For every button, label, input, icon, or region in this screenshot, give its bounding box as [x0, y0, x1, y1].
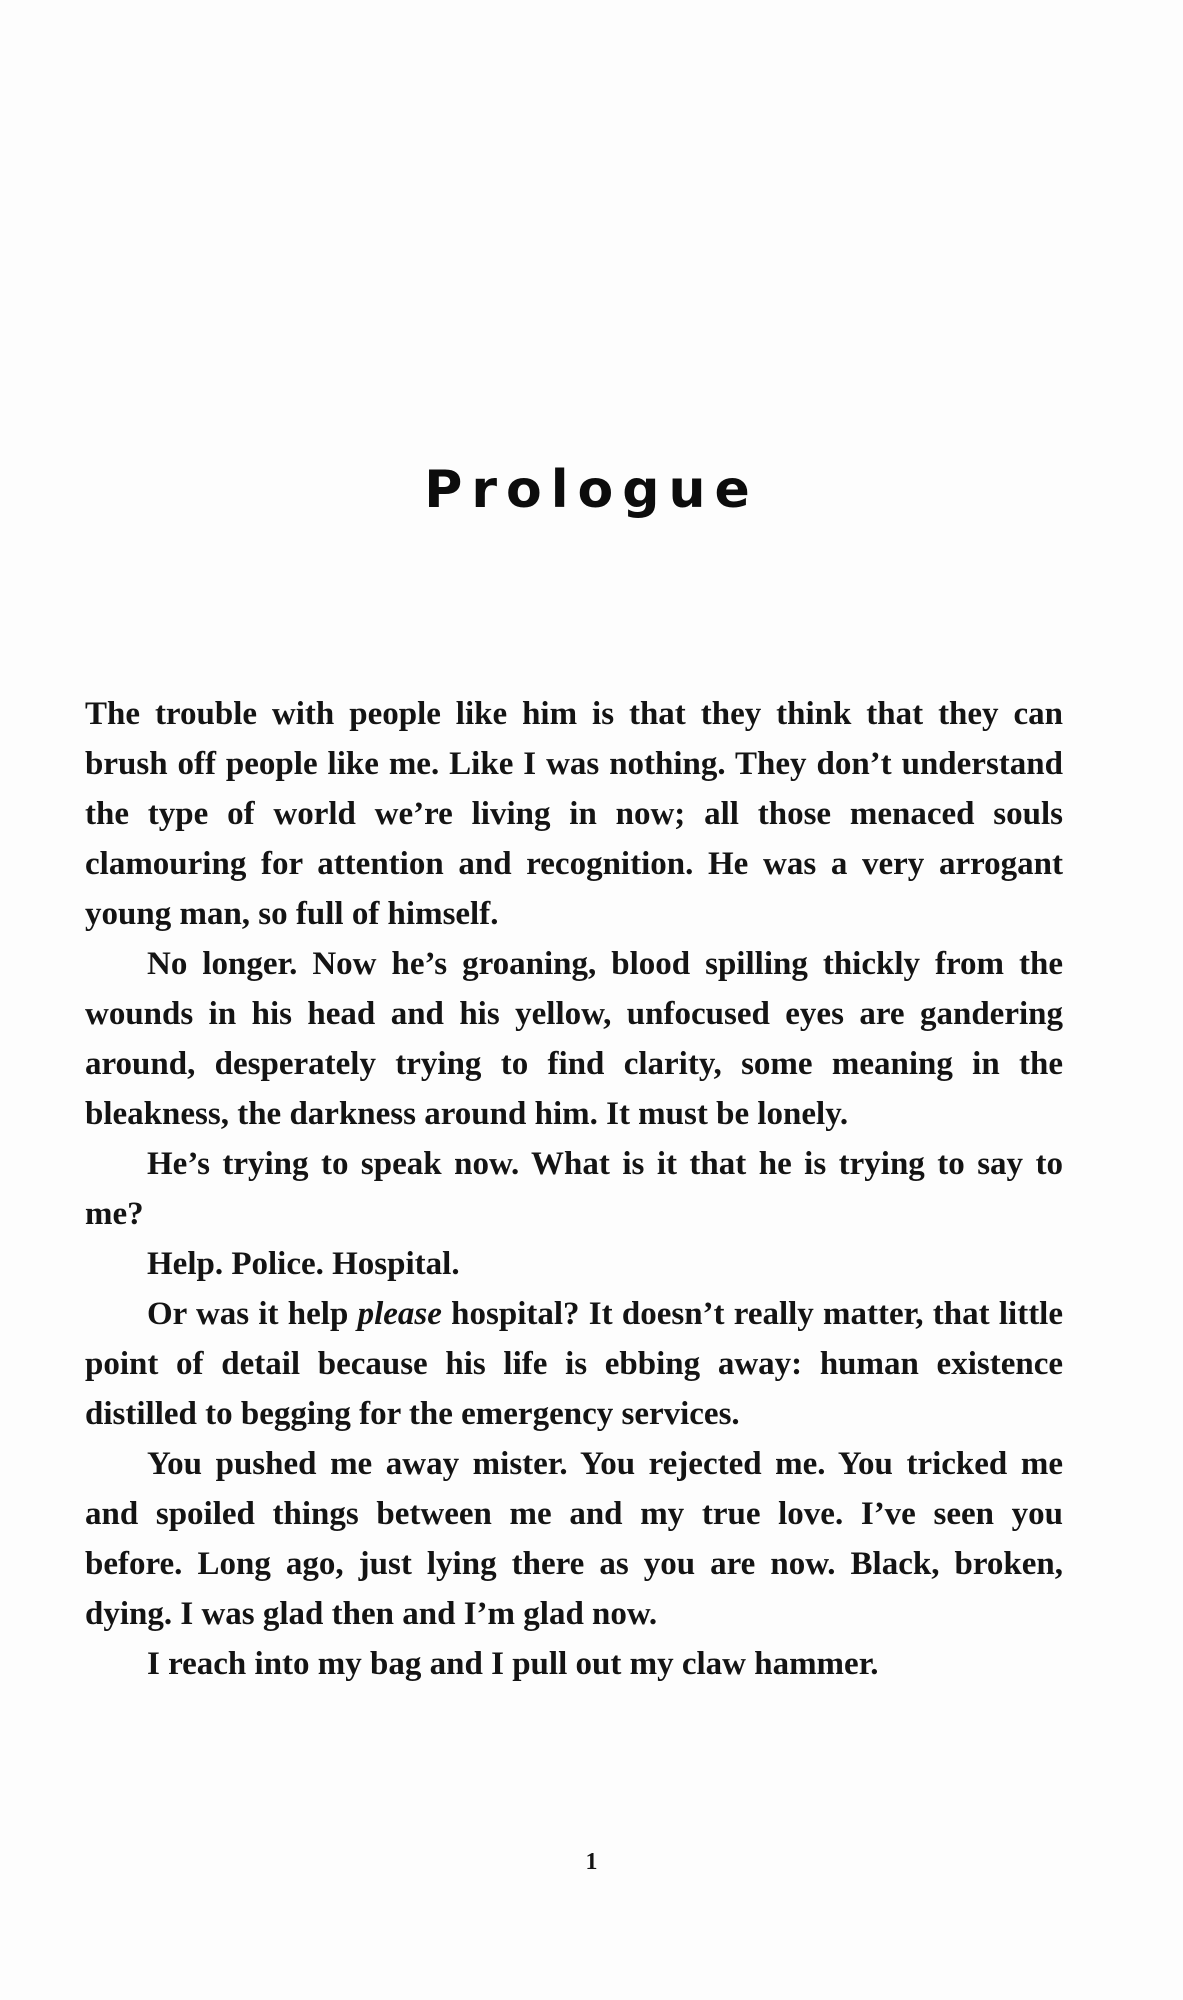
paragraph-4: Help. Police. Hospital. — [147, 1246, 460, 1282]
paragraph-1: The trouble with people like him is that they think that they can brush off people like me. Like I was nothing. They don’t understand the type of world we’re living in now; all those menaced souls clamouring for attention and recognition. He was a very arrogant young man, so full of himself. — [85, 696, 1063, 932]
prologue-text — [85, 689, 1063, 1689]
paragraph-6: You pushed me away mister. You rejected me. You tricked me and spoiled things between me and my true love. I’ve seen you before. Long ago, just lying there as you are now. Black, broken, dying. I was glad then and I’m glad now. — [85, 1446, 1063, 1632]
paragraph-2: No longer. Now he’s groaning, blood spilling thickly from the wounds in his head and his yellow, unfocused eyes are gandering around, desperately trying to find clarity, some meaning in the bleakness, the darkness around him. It must be lonely. — [85, 946, 1063, 1132]
paragraph-5-end: hospital? It doesn’t really matter, that little point of detail because his life is ebbing away: human existence distilled to begging for the emergency services. — [85, 1296, 1063, 1432]
paragraph-5-start: Or was it help — [147, 1296, 358, 1332]
paragraph-7: I reach into my bag and I pull out my claw hammer. — [147, 1646, 879, 1682]
emphasized-word: please — [357, 1296, 442, 1332]
paragraph-3: He’s trying to speak now. What is it that he is trying to say to me? — [85, 1146, 1063, 1232]
page-number: 1 — [585, 1849, 598, 1875]
paragraph-5 — [85, 1289, 1063, 1439]
chapter-title: Prologue — [424, 460, 759, 520]
